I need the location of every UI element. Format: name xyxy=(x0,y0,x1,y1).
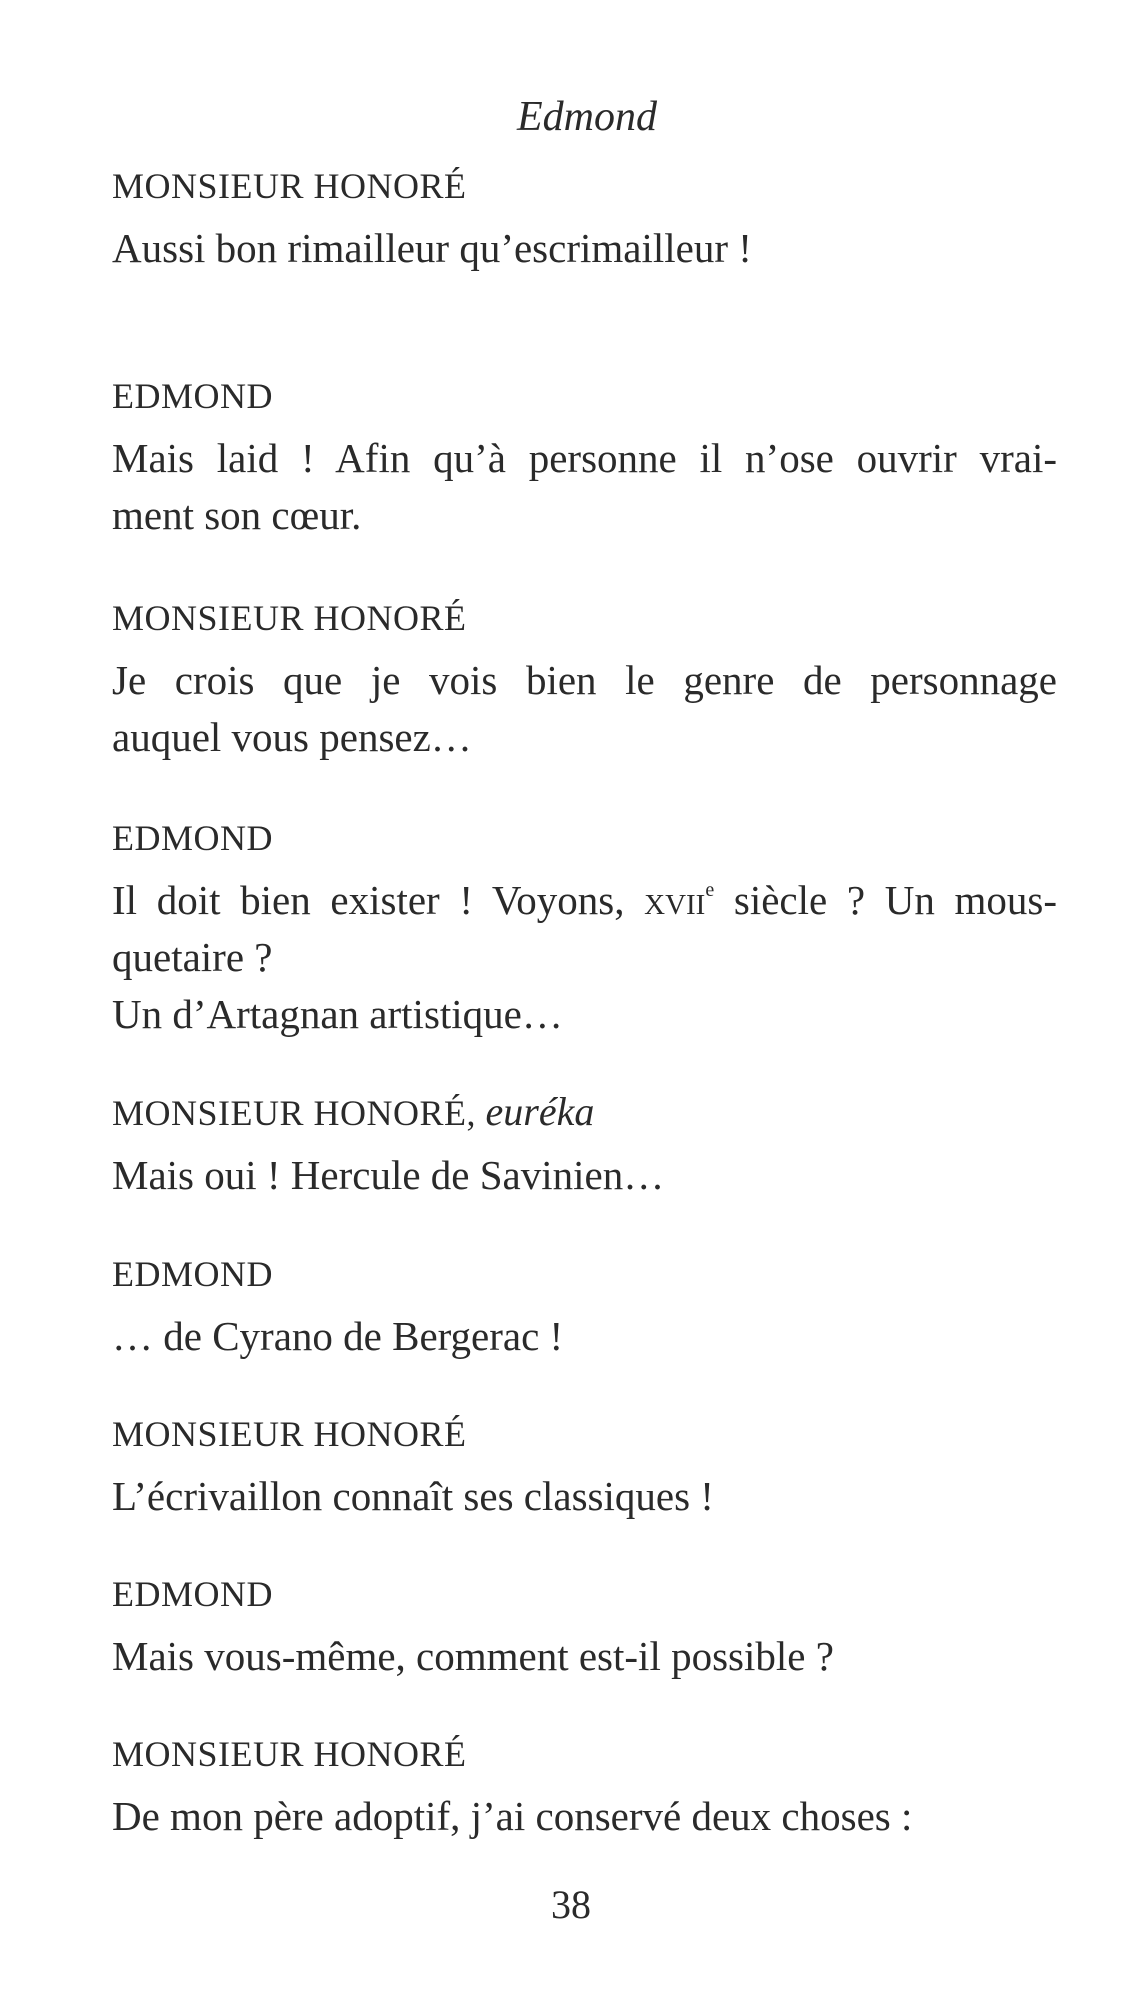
dialogue-block xyxy=(112,160,1057,277)
dialogue-line: Mais oui ! Hercule de Savinien… xyxy=(112,1152,665,1198)
line-text: Il doit bien exister ! Voyons, xyxy=(112,877,645,923)
dialogue-line: … de Cyrano de Bergerac ! xyxy=(112,1313,564,1359)
dialogue-line xyxy=(112,872,1057,929)
dialogue-block xyxy=(112,370,1057,544)
speaker-name: MONSIEUR HONORÉ xyxy=(112,1414,467,1454)
speaker-name: MONSIEUR HONORÉ, xyxy=(112,1093,477,1133)
century-numeral: xvii xyxy=(644,877,706,923)
dialogue-block xyxy=(112,1408,1057,1525)
dialogue-block xyxy=(112,1728,1057,1845)
speaker-line xyxy=(112,1086,1057,1139)
dialogue-line: Un d’Artagnan artistique… xyxy=(112,991,563,1037)
dialogue-line: L’écrivaillon connaît ses classiques ! xyxy=(112,1473,714,1519)
dialogue-line: Aussi bon rimailleur qu’escrimailleur ! xyxy=(112,225,752,271)
speaker-name: MONSIEUR HONORÉ xyxy=(112,166,467,206)
stage-direction: euréka xyxy=(485,1089,595,1134)
speaker-name: MONSIEUR HONORÉ xyxy=(112,598,467,638)
dialogue-line: quetaire ? xyxy=(112,934,273,980)
speaker-name: EDMOND xyxy=(112,376,273,416)
speaker-name: EDMOND xyxy=(112,1254,273,1294)
speaker-name: EDMOND xyxy=(112,818,273,858)
dialogue-block xyxy=(112,592,1057,766)
dialogue-block xyxy=(112,1568,1057,1685)
speaker-name: EDMOND xyxy=(112,1574,273,1614)
dialogue-block xyxy=(112,1086,1057,1204)
dialogue-block xyxy=(112,812,1057,1043)
dialogue-line: Mais laid ! Afin qu’à personne il n’ose ouvrir vrai- xyxy=(112,435,1057,481)
running-head: Edmond xyxy=(517,94,657,140)
century-superscript: e xyxy=(705,879,715,901)
page-number: 38 xyxy=(551,1882,591,1927)
dialogue-line: ment son cœur. xyxy=(112,492,362,538)
dialogue-line: auquel vous pensez… xyxy=(112,714,472,760)
speaker-name: MONSIEUR HONORÉ xyxy=(112,1734,467,1774)
dialogue-line: Je crois que je vois bien le genre de personnage xyxy=(112,657,1057,703)
dialogue-block xyxy=(112,1248,1057,1365)
dialogue-line: De mon père adoptif, j’ai conservé deux choses : xyxy=(112,1793,913,1839)
line-text: siècle ? Un mous- xyxy=(714,877,1058,923)
dialogue-line: Mais vous-même, comment est-il possible ? xyxy=(112,1633,834,1679)
